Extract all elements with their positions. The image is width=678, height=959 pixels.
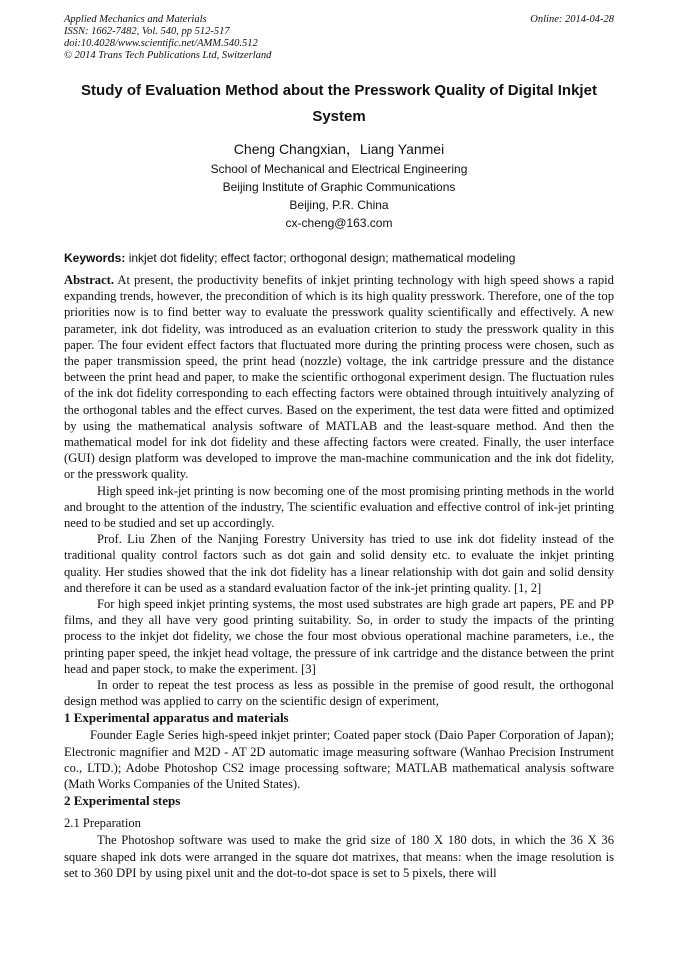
section-1-paragraph: Founder Eagle Series high-speed inkjet printer; Coated paper stock (Daio Paper Corporation of Japan); Electronic magnifier and M2D - AT 2D automatic image measuring software (Wanhao Precision Instrument co., LTD.); Adobe Photoshop CS2 image processing software; MATLAB mathematical analysis software (Math Works Companies of the United States). bbox=[64, 728, 614, 792]
intro-paragraph: In order to repeat the test process as less as possible in the premise of good result, the orthogonal design method was applied to carry on the scientific design of experiment, bbox=[64, 678, 614, 709]
author-affiliation bbox=[64, 160, 614, 232]
online-date: Online: 2014-04-28 bbox=[530, 14, 614, 25]
introduction bbox=[64, 483, 614, 710]
abstract-text: At present, the productivity benefits of inkjet printing technology with high speed shows a rapid expanding trends, however, the precondition of which is its high quality presswork. Therefore, one of the top priorities now is to find better way to evaluate the presswork quality scientifically and effectively. A new parameter, ink dot fidelity, was introduced as an evaluation criterion to study the presswork quality in this paper. The four evident effect factors that fluctuated more during the printing process were chosen, such as the paper transmission speed, the print head (nozzle) voltage, the ink cartridge pressure and the distance between the print head and paper, to make the scientific orthogonal experiment design. The fluctuation rules of the ink dot fidelity corresponding to each effecting factors were obtained through intuitively analyzing of the orthogonal tables and the effect curves. Based on the experiment, the test data were fitted and optimized by using the mathematical analysis software of MATLAB and the least-square method. And then the mathematical model for ink dot fidelity and these affecting factors were created. Finally, the user interface (GUI) design platform was developed to improve the man-machine communication and the ink dot fidelity, or the presswork quality. bbox=[64, 273, 614, 482]
intro-paragraph: Prof. Liu Zhen of the Nanjing Forestry University has tried to use ink dot fidelity instead of the traditional quality control factors such as dot gain and solid density etc. to evaluate the inkjet printing quality. Her studies showed that the ink dot fidelity has a linear relationship with dot gain and solid density and therefore it can be used as a standard evaluation factor of the ink-jet printing quality. [1, 2] bbox=[64, 532, 614, 595]
journal-header bbox=[64, 14, 614, 62]
section-1-body bbox=[64, 727, 614, 792]
intro-paragraph: High speed ink-jet printing is now becoming one of the most promising printing methods in the world and brought to the attention of the industry, The scientific evaluation and effective control of ink-jet printing need to be studied and set up accordingly. bbox=[64, 483, 614, 531]
paper-authors: Cheng Changxian，Liang Yanmei bbox=[233, 141, 445, 157]
affiliation-institute: Beijing Institute of Graphic Communications bbox=[222, 180, 456, 194]
section-2-paragraph: The Photoshop software was used to make the grid size of 180 X 180 dots, in which the 36 X 36 square shaped ink dots were arranged in the square dot matrixes, that means: when the image resolution is set to 360 DPI by using pixel unit and the dot-to-dot space is set to 5 pixels, there will bbox=[64, 833, 614, 880]
intro-paragraph: For high speed inkjet printing systems, the most used substrates are high grade art papers, PE and PP films, and they all have very good printing suitability. So, in order to study the impacts of the printing process to the inkjet dot fidelity, we chose the four most obvious operational machine parameters, i.e., the printing paper speed, the inkjet head voltage, the pressure of ink cartridge and the distance between the print head and paper stock, to make the experiment. [3] bbox=[64, 597, 614, 676]
keywords-text: inkjet dot fidelity; effect factor; orthogonal design; mathematical modeling bbox=[128, 251, 516, 265]
journal-issn: ISSN: 1662-7482, Vol. 540, pp 512-517 bbox=[64, 26, 230, 37]
journal-copyright: © 2014 Trans Tech Publications Ltd, Switzerland bbox=[64, 50, 272, 61]
abstract bbox=[64, 272, 614, 483]
section-2-body bbox=[64, 832, 614, 881]
affiliation-location: Beijing, P.R. China bbox=[289, 198, 389, 212]
affiliation-school: School of Mechanical and Electrical Engineering bbox=[210, 162, 468, 176]
keywords bbox=[64, 250, 614, 266]
subsection-2-1-heading: 2.1 Preparation bbox=[64, 816, 141, 831]
journal-doi[interactable]: doi:10.4028/www.scientific.net/AMM.540.512 bbox=[64, 38, 258, 49]
abstract-label: Abstract. bbox=[64, 273, 115, 287]
section-2-heading: 2 Experimental steps bbox=[64, 793, 181, 809]
paper-title: Study of Evaluation Method about the Presswork Quality of Digital Inkjet System bbox=[81, 82, 597, 125]
journal-name: Applied Mechanics and Materials bbox=[64, 14, 207, 25]
keywords-label: Keywords: bbox=[64, 251, 126, 265]
author-email[interactable]: cx-cheng@163.com bbox=[285, 216, 393, 230]
section-1-heading: 1 Experimental apparatus and materials bbox=[64, 710, 289, 726]
